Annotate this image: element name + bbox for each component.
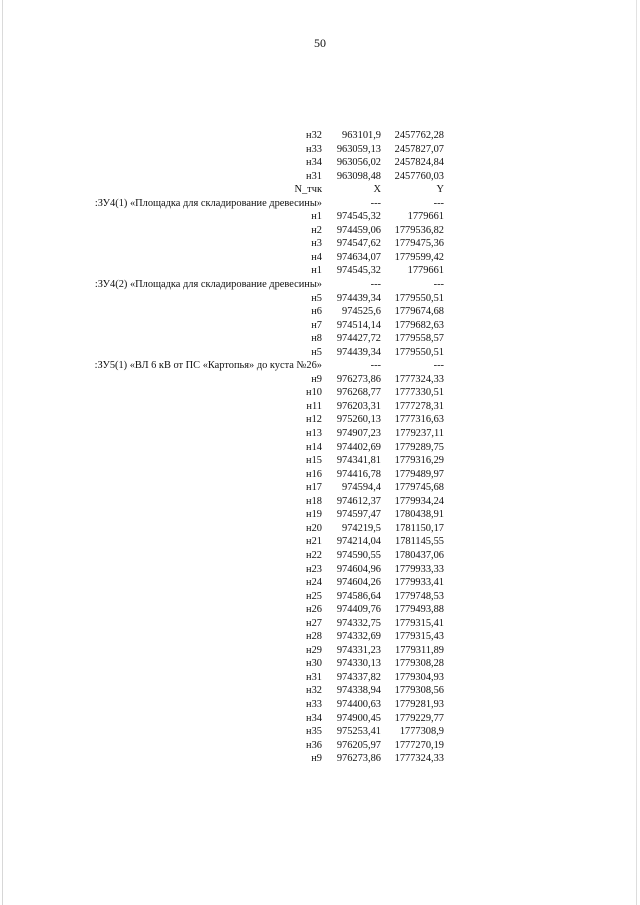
x-coordinate: 974586,64 (336, 590, 381, 602)
y-coordinate: 1779550,51 (394, 292, 444, 304)
table-row (50, 210, 444, 224)
y-coordinate: Y (436, 184, 444, 196)
x-coordinate: 974900,45 (336, 712, 381, 724)
point-name: н9 (311, 373, 322, 385)
x-coordinate: 974612,37 (336, 495, 381, 507)
table-row (50, 264, 444, 278)
table-row (50, 508, 444, 522)
table-row (50, 603, 444, 617)
point-name: н19 (306, 509, 322, 521)
x-coordinate: 974338,94 (336, 685, 381, 697)
table-row (50, 427, 444, 441)
point-name: н15 (306, 455, 322, 467)
x-coordinate: 974604,26 (336, 577, 381, 589)
y-coordinate: 1779933,41 (394, 577, 444, 589)
y-coordinate: 1777324,33 (394, 753, 444, 765)
table-row (50, 752, 444, 766)
y-coordinate: 1779493,88 (394, 604, 444, 616)
x-coordinate: 974439,34 (336, 346, 381, 358)
x-coordinate: 974337,82 (336, 671, 381, 683)
x-coordinate: 974332,75 (336, 617, 381, 629)
page-edge-right (636, 0, 637, 905)
y-coordinate: 1779745,68 (394, 482, 444, 494)
table-row (50, 332, 444, 346)
point-name: н34 (306, 712, 322, 724)
y-coordinate: 1779289,75 (394, 441, 444, 453)
table-row (50, 535, 444, 549)
section-title: :ЗУ4(1) «Площадка для складирование древесины» (94, 197, 322, 209)
section-title: :ЗУ4(2) «Площадка для складирование древесины» (94, 279, 322, 291)
y-coordinate: 1779229,77 (394, 712, 444, 724)
x-coordinate: 976203,31 (336, 400, 381, 412)
y-coordinate: --- (433, 279, 444, 291)
point-name: н31 (306, 170, 322, 182)
point-name: н8 (311, 333, 322, 345)
table-row (50, 725, 444, 739)
x-coordinate: 976273,86 (336, 373, 381, 385)
point-name: н3 (311, 238, 322, 250)
x-coordinate: 963101,9 (342, 130, 381, 141)
x-coordinate: 963056,02 (336, 157, 381, 169)
y-coordinate: 1777270,19 (394, 739, 444, 751)
table-row (50, 156, 444, 170)
page-edge-left (2, 0, 3, 905)
table-row (50, 671, 444, 685)
coordinates-table (50, 129, 444, 766)
table-row (50, 400, 444, 414)
point-name: н13 (306, 428, 322, 440)
point-name: н1 (311, 211, 322, 223)
x-coordinate: 976273,86 (336, 753, 381, 765)
y-coordinate: 1779315,41 (394, 617, 444, 629)
x-coordinate: 963098,48 (336, 170, 381, 182)
point-name: н11 (306, 400, 322, 412)
y-coordinate: 1779674,68 (394, 306, 444, 318)
point-name: н5 (311, 292, 322, 304)
y-coordinate: 1779599,42 (394, 251, 444, 263)
x-coordinate: 974545,32 (336, 265, 381, 277)
y-coordinate: 1779934,24 (394, 495, 444, 507)
point-name: н2 (311, 224, 322, 236)
table-row (50, 170, 444, 184)
table-row (50, 129, 444, 143)
page-number: 50 (314, 36, 326, 50)
point-name: N_тчк (294, 184, 322, 196)
x-coordinate: 975253,41 (336, 726, 381, 738)
x-coordinate: 974416,78 (336, 468, 381, 480)
y-coordinate: 1777316,63 (394, 414, 444, 426)
y-coordinate: 1779316,29 (394, 455, 444, 467)
x-coordinate: X (373, 184, 381, 196)
table-row (50, 712, 444, 726)
y-coordinate: 1779933,33 (394, 563, 444, 575)
x-coordinate: 974331,23 (336, 644, 381, 656)
x-coordinate: 974604,96 (336, 563, 381, 575)
y-coordinate: 1779661 (407, 265, 444, 277)
y-coordinate: 1779237,11 (395, 428, 444, 440)
point-name: н30 (306, 658, 322, 670)
y-coordinate: 1780438,91 (394, 509, 444, 521)
section-row (50, 197, 444, 211)
table-row (50, 495, 444, 509)
coordinates-table-body (50, 129, 444, 766)
table-row (50, 373, 444, 387)
table-row (50, 590, 444, 604)
x-coordinate: 974459,06 (336, 224, 381, 236)
point-name: н36 (306, 739, 322, 751)
y-coordinate: 1777278,31 (394, 400, 444, 412)
point-name: н33 (306, 143, 322, 155)
x-coordinate: 976205,97 (336, 739, 381, 751)
table-row (50, 346, 444, 360)
table-row (50, 684, 444, 698)
section-title: :ЗУ5(1) «ВЛ 6 кВ от ПС «Картопья» до куста №26» (94, 360, 322, 372)
y-coordinate: 2457824,84 (394, 157, 444, 169)
x-coordinate: 974525,6 (342, 306, 381, 318)
x-coordinate: 974402,69 (336, 441, 381, 453)
table-row (50, 305, 444, 319)
x-coordinate: 974400,63 (336, 698, 381, 710)
table-row (50, 237, 444, 251)
table-row (50, 319, 444, 333)
point-name: н9 (311, 753, 322, 765)
y-coordinate: 1777330,51 (394, 387, 444, 399)
y-coordinate: 1777308,9 (399, 726, 444, 738)
table-row (50, 441, 444, 455)
y-coordinate: 2457760,03 (394, 170, 444, 182)
y-coordinate: 1779536,82 (394, 224, 444, 236)
point-name: н29 (306, 644, 322, 656)
y-coordinate: 1779489,97 (394, 468, 444, 480)
y-coordinate: --- (433, 197, 444, 209)
table-row (50, 522, 444, 536)
point-name: н35 (306, 726, 322, 738)
x-coordinate: 974332,69 (336, 631, 381, 643)
point-name: н27 (306, 617, 322, 629)
y-coordinate: 1777324,33 (394, 373, 444, 385)
table-row (50, 224, 444, 238)
x-coordinate: --- (370, 279, 381, 291)
y-coordinate: 1779308,56 (394, 685, 444, 697)
table-row (50, 454, 444, 468)
point-name: н10 (306, 387, 322, 399)
point-name: н16 (306, 468, 322, 480)
table-row (50, 617, 444, 631)
point-name: н14 (306, 441, 322, 453)
x-coordinate: 974907,23 (336, 428, 381, 440)
point-name: н18 (306, 495, 322, 507)
table-row (50, 386, 444, 400)
point-name: н31 (306, 671, 322, 683)
x-coordinate: 975260,13 (336, 414, 381, 426)
table-row (50, 251, 444, 265)
table-row (50, 576, 444, 590)
point-name: н25 (306, 590, 322, 602)
point-name: н32 (306, 130, 322, 141)
table-row (50, 468, 444, 482)
point-name: н28 (306, 631, 322, 643)
point-name: н7 (311, 319, 322, 331)
table-row (50, 644, 444, 658)
y-coordinate: 1779281,93 (394, 698, 444, 710)
point-name: н20 (306, 522, 322, 534)
x-coordinate: 963059,13 (336, 143, 381, 155)
y-coordinate: 2457827,07 (394, 143, 444, 155)
x-coordinate: 974590,55 (336, 549, 381, 561)
x-coordinate: 976268,77 (336, 387, 381, 399)
point-name: н22 (306, 549, 322, 561)
point-name: н4 (311, 251, 322, 263)
y-coordinate: 1779550,51 (394, 346, 444, 358)
x-coordinate: 974214,04 (336, 536, 381, 548)
y-coordinate: 1781150,17 (395, 522, 444, 534)
point-name: н34 (306, 157, 322, 169)
x-coordinate: 974594,4 (342, 482, 381, 494)
table-row (50, 739, 444, 753)
table-row (50, 183, 444, 197)
table-row (50, 549, 444, 563)
point-name: н21 (306, 536, 322, 548)
table-row (50, 481, 444, 495)
x-coordinate: 974514,14 (336, 319, 381, 331)
point-name: н1 (311, 265, 322, 277)
x-coordinate: 974409,76 (336, 604, 381, 616)
table-row (50, 292, 444, 306)
y-coordinate: 1779304,93 (394, 671, 444, 683)
y-coordinate: 1779475,36 (394, 238, 444, 250)
point-name: н33 (306, 698, 322, 710)
point-name: н26 (306, 604, 322, 616)
table-row (50, 698, 444, 712)
y-coordinate: --- (433, 360, 444, 372)
y-coordinate: 2457762,28 (394, 130, 444, 141)
point-name: н6 (311, 306, 322, 318)
x-coordinate: 974547,62 (336, 238, 381, 250)
y-coordinate: 1779558,57 (394, 333, 444, 345)
table-row (50, 657, 444, 671)
y-coordinate: 1781145,55 (395, 536, 444, 548)
x-coordinate: --- (370, 197, 381, 209)
y-coordinate: 1779661 (407, 211, 444, 223)
point-name: н32 (306, 685, 322, 697)
x-coordinate: 974427,72 (336, 333, 381, 345)
y-coordinate: 1779308,28 (394, 658, 444, 670)
x-coordinate: 974219,5 (342, 522, 381, 534)
section-row (50, 359, 444, 373)
x-coordinate: 974341,81 (336, 455, 381, 467)
y-coordinate: 1779682,63 (394, 319, 444, 331)
x-coordinate: 974634,07 (336, 251, 381, 263)
table-row (50, 143, 444, 157)
section-row (50, 278, 444, 292)
y-coordinate: 1780437,06 (394, 549, 444, 561)
x-coordinate: 974330,13 (336, 658, 381, 670)
y-coordinate: 1779748,53 (394, 590, 444, 602)
y-coordinate: 1779315,43 (394, 631, 444, 643)
x-coordinate: --- (370, 360, 381, 372)
x-coordinate: 974439,34 (336, 292, 381, 304)
table-row (50, 630, 444, 644)
point-name: н24 (306, 577, 322, 589)
x-coordinate: 974597,47 (336, 509, 381, 521)
table-row (50, 413, 444, 427)
x-coordinate: 974545,32 (336, 211, 381, 223)
point-name: н23 (306, 563, 322, 575)
y-coordinate: 1779311,89 (395, 644, 444, 656)
point-name: н12 (306, 414, 322, 426)
table-row (50, 563, 444, 577)
point-name: н5 (311, 346, 322, 358)
point-name: н17 (306, 482, 322, 494)
